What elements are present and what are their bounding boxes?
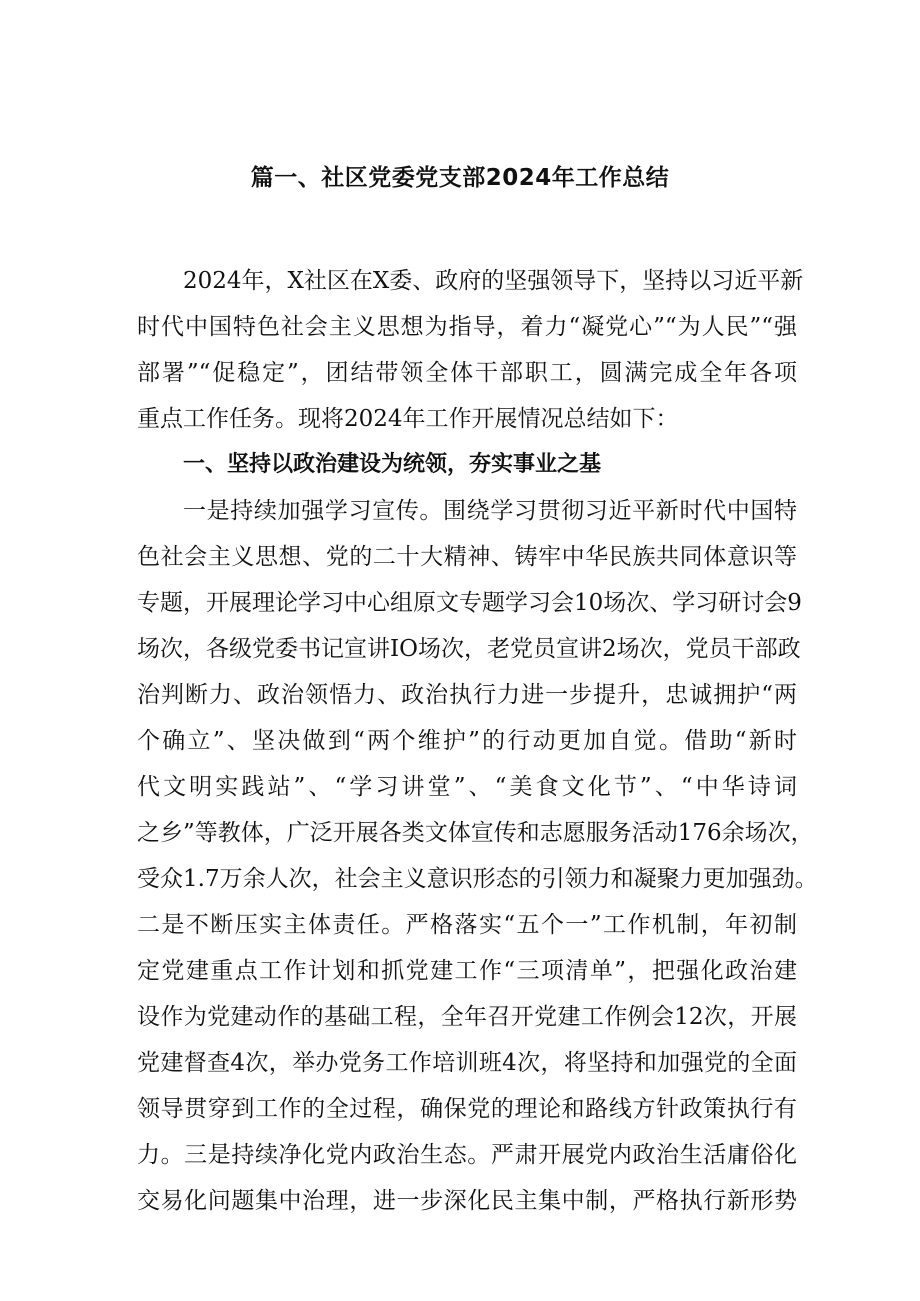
paragraph-line: 色社会主义思想、党的二十大精神、铸牢中华民族共同体意识等 — [137, 544, 797, 570]
paragraph-line: 受众1.7万余人次，社会主义意识形态的引领力和凝聚力更加强劲。 — [137, 866, 818, 892]
paragraph-line: 个确立”、坚决做到“两个维护”的行动更加自觉。借助“新时 — [137, 728, 797, 754]
paragraph-line: 部署”“促稳定”，团结带领全体干部职工，圆满完成全年各项 — [137, 360, 797, 386]
paragraph-line: 之乡”等教体，广泛开展各类文体宣传和志愿服务活动176余场次， — [137, 820, 814, 846]
section-heading: 一、坚持以政治建设为统领，夯实事业之基 — [183, 452, 602, 477]
section-paragraph — [137, 488, 818, 1224]
paragraph-line: 设作为党建动作的基础工程，全年召开党建工作例会12次，开展 — [137, 1004, 797, 1030]
paragraph-line: 2024年，X社区在X委、政府的坚强领导下，坚持以习近平新 — [183, 268, 804, 294]
paragraph-line: 重点工作任务。现将2024年工作开展情况总结如下： — [137, 406, 679, 432]
paragraph-line: 场次，各级党委书记宣讲IO场次，老党员宣讲2场次，党员干部政 — [137, 636, 801, 662]
paragraph-line: 领导贯穿到工作的全过程，确保党的理论和路线方针政策执行有 — [137, 1096, 797, 1122]
paragraph-line: 交易化问题集中治理，进一步深化民主集中制，严格执行新形势 — [137, 1188, 797, 1214]
paragraph-line: 党建督查4次，举办党务工作培训班4次，将坚持和加强党的全面 — [137, 1050, 797, 1076]
document-title: 篇一、社区党委党支部2024年工作总结 — [250, 165, 670, 191]
paragraph-line: 一是持续加强学习宣传。围绕学习贯彻习近平新时代中国特 — [183, 498, 797, 524]
paragraph-line: 二是不断压实主体责任。严格落实“五个一”工作机制，年初制 — [137, 912, 797, 938]
intro-paragraph — [137, 258, 804, 442]
document-body — [137, 258, 818, 1224]
paragraph-line: 治判断力、政治领悟力、政治执行力进一步提升，忠诚拥护“两 — [137, 682, 797, 708]
paragraph-line: 定党建重点工作计划和抓党建工作“三项清单”，把强化政治建 — [137, 958, 797, 984]
paragraph-line: 时代中国特色社会主义思想为指导，着力“凝党心”“为人民”“强 — [137, 314, 797, 340]
paragraph-line: 专题，开展理论学习中心组原文专题学习会10场次、学习研讨会9 — [137, 590, 802, 616]
paragraph-line: 力。三是持续净化党内政治生态。严肃开展党内政治生活庸俗化 — [137, 1142, 797, 1168]
paragraph-line: 代文明实践站”、“学习讲堂”、“美食文化节”、“中华诗词 — [137, 774, 797, 800]
